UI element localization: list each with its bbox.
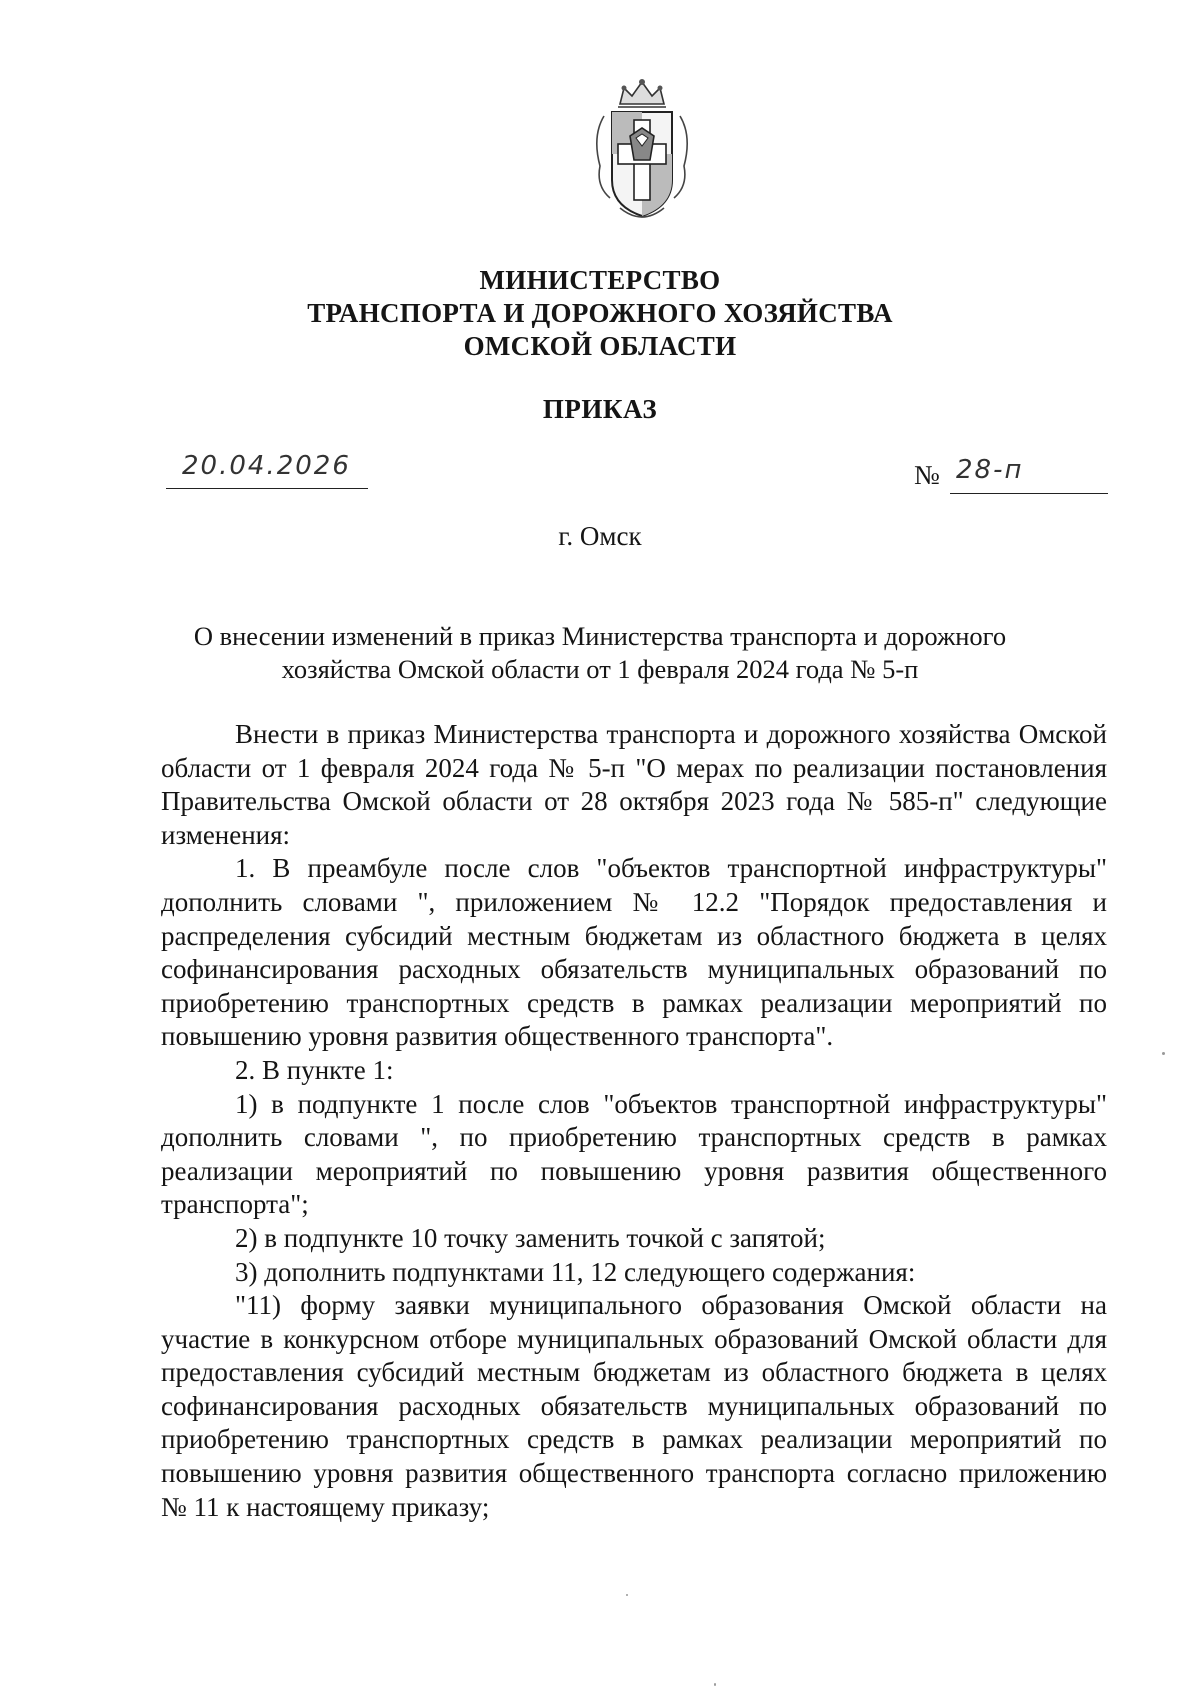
- date-field: [166, 451, 368, 489]
- document-body: [161, 718, 1107, 1524]
- body-paragraph-2: 2. В пункте 1:: [235, 1054, 394, 1085]
- subject-line-2: хозяйства Омской области от 1 февраля 2024 года № 5-п: [281, 654, 919, 684]
- scan-speck: [714, 1683, 716, 1686]
- handwritten-date: 20.04.2026: [182, 451, 351, 481]
- scan-speck: [626, 1594, 628, 1596]
- body-paragraph-1: 1. В преамбуле после слов "объектов транспортной инфраструктуры" дополнить словами ", приложением № 12.2 "Порядок предоставления и распределения субсидий местным бюджетам из областного бюджета в целях софинансирования расходных обязательств муниципальных образований по приобретению транспортных средств в рамках реализации мероприятий по повышению уровня развития общественного транспорта".: [161, 853, 1107, 1052]
- body-paragraph-intro: Внести в приказ Министерства транспорта и дорожного хозяйства Омской области от 1 февраля 2024 года № 5-п "О мерах по реализации постановления Правительства Омской области от 28 октября 2023 года № 585-п" следующие изменения:: [161, 719, 1107, 850]
- body-paragraph-2-1: 1) в подпункте 1 после слов "объектов транспортной инфраструктуры" дополнить словами ", по приобретению транспортных средств в рамках реализации мероприятий по повышению уровня развития общественного транспорта";: [161, 1088, 1107, 1220]
- org-name-line-3: ОМСКОЙ ОБЛАСТИ: [463, 331, 737, 361]
- scan-speck: [1162, 1052, 1165, 1055]
- org-name-line-2: ТРАНСПОРТА И ДОРОЖНОГО ХОЗЯЙСТВА: [307, 298, 893, 328]
- city-line: г. Омск: [558, 521, 642, 551]
- handwritten-number: 28-п: [956, 455, 1024, 485]
- number-field: [950, 455, 1108, 494]
- coat-of-arms-icon: [590, 76, 694, 224]
- number-sign: №: [914, 460, 940, 490]
- body-paragraph-2-3: 3) дополнить подпунктами 11, 12 следующего содержания:: [235, 1256, 916, 1287]
- org-name-line-1: МИНИСТЕРСТВО: [479, 265, 721, 295]
- subject-line-1: О внесении изменений в приказ Министерства транспорта и дорожного: [193, 621, 1007, 651]
- body-paragraph-2-2: 2) в подпункте 10 точку заменить точкой с запятой;: [235, 1222, 826, 1253]
- document-subject: [180, 620, 1020, 686]
- document-type-title: ПРИКАЗ: [542, 394, 658, 424]
- body-paragraph-2-3-11: "11) форму заявки муниципального образования Омской области на участие в конкурсном отборе муниципальных образований Омской области для предоставления субсидий местным бюджетам из областного бюджета в целях софинансирования расходных обязательств муниципальных образований по приобретению транспортных средств в рамках реализации мероприятий по повышению уровня развития общественного транспорта согласно приложению № 11 к настоящему приказу;: [161, 1290, 1107, 1522]
